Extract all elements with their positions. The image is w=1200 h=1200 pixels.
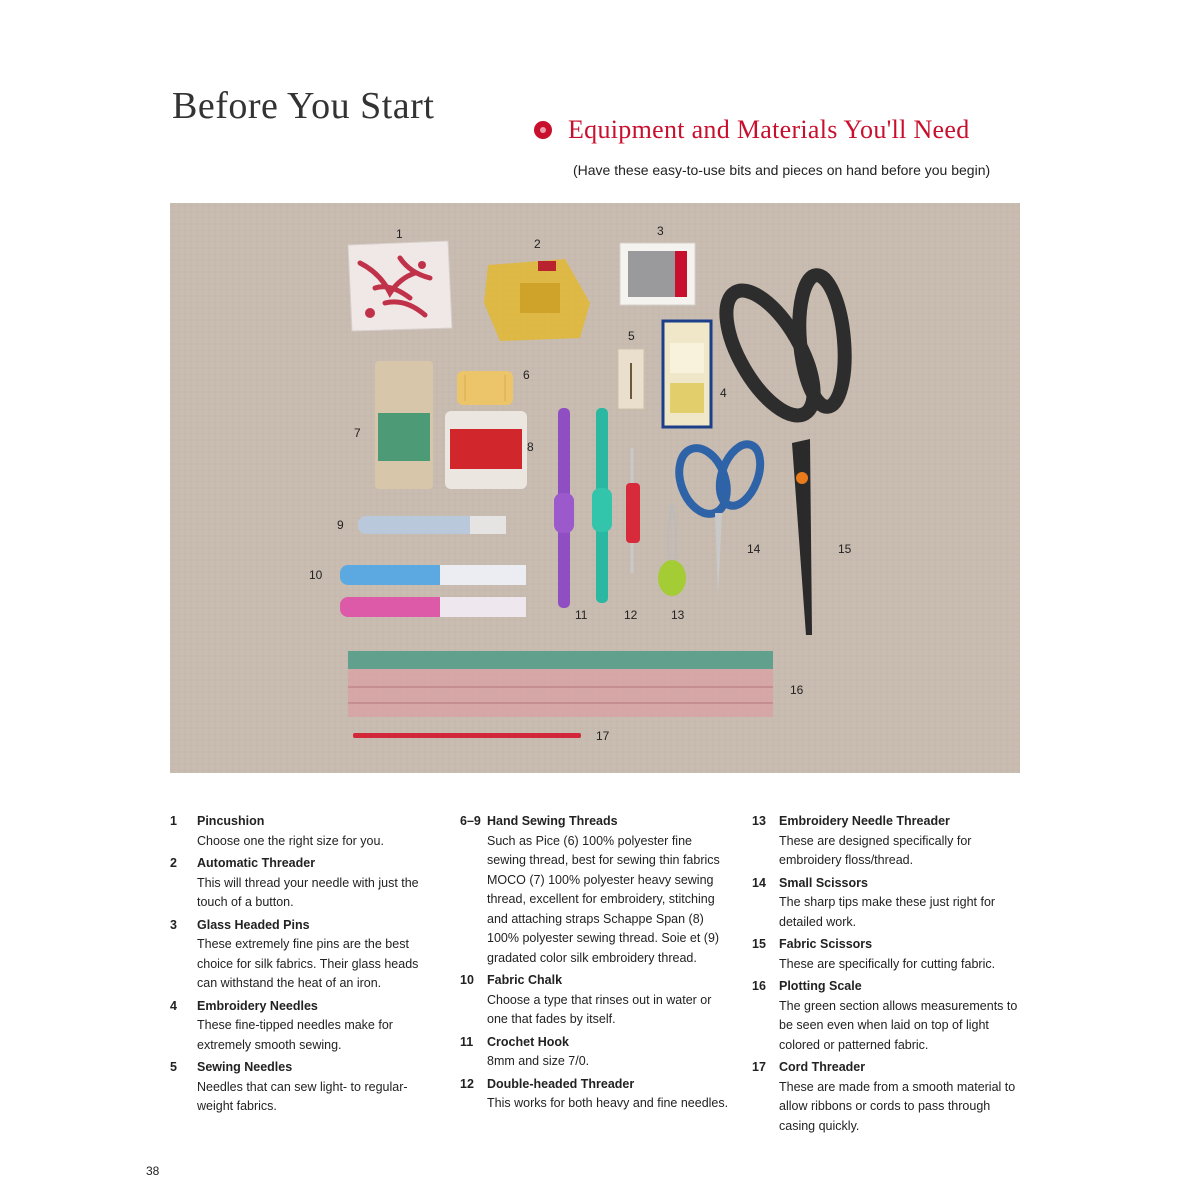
legend-item-number: 3 bbox=[170, 917, 177, 932]
photo-label-6: 6 bbox=[523, 368, 530, 382]
legend-item-name: Small Scissors bbox=[779, 875, 868, 890]
page-title: Before You Start bbox=[172, 85, 435, 127]
section-heading bbox=[534, 115, 970, 145]
pincushion bbox=[348, 241, 452, 331]
legend-item-description: The green section allows measurements to be seen even when laid on top of light colored or patterned fabric. bbox=[779, 998, 1018, 1052]
photo-label-1: 1 bbox=[396, 227, 403, 241]
legend-item-name: Automatic Threader bbox=[197, 856, 316, 870]
legend-item-number: 5 bbox=[170, 1060, 177, 1074]
legend-item-name: Embroidery Needles bbox=[197, 998, 318, 1013]
legend-item bbox=[170, 997, 430, 1056]
photo-label-3: 3 bbox=[657, 224, 664, 238]
legend-item bbox=[752, 874, 1022, 933]
photo-label-2: 2 bbox=[534, 237, 541, 251]
plotting-scale bbox=[348, 651, 773, 717]
legend-item-number: 1 bbox=[170, 814, 177, 828]
photo-label-17: 17 bbox=[596, 729, 610, 743]
silk-thread-soie bbox=[358, 516, 506, 534]
photo-label-13: 13 bbox=[671, 608, 685, 622]
legend-item-name: Cord Threader bbox=[779, 1060, 866, 1074]
legend-item-number: 12 bbox=[460, 1076, 474, 1091]
legend-item-name: Fabric Scissors bbox=[779, 937, 873, 951]
equipment-photo bbox=[170, 203, 1020, 773]
legend-item-name: Fabric Chalk bbox=[487, 973, 563, 987]
red-bullet-icon bbox=[534, 121, 552, 139]
legend-item bbox=[752, 977, 1022, 1055]
legend-item-name: Hand Sewing Threads bbox=[487, 814, 618, 828]
legend-item bbox=[170, 1058, 430, 1117]
legend-item-number: 6–9 bbox=[460, 814, 481, 828]
photo-label-11: 11 bbox=[575, 608, 588, 622]
legend-item-number: 11 bbox=[460, 1034, 474, 1049]
legend-item-description: These are made from a smooth material to allow ribbons or cords to pass through casing quickly. bbox=[779, 1079, 1016, 1133]
legend-item-name: Sewing Needles bbox=[197, 1060, 293, 1074]
sewing-needles bbox=[618, 349, 644, 409]
photo-label-12: 12 bbox=[624, 608, 638, 622]
legend-item-description: These extremely fine pins are the best choice for silk fabrics. Their glass heads can withstand the heat of an iron. bbox=[197, 937, 419, 990]
legend-item-name: Pincushion bbox=[197, 814, 265, 828]
legend-item-number: 2 bbox=[170, 856, 177, 870]
legend-item-number: 15 bbox=[752, 937, 766, 951]
legend-item bbox=[170, 916, 430, 994]
legend-item bbox=[170, 812, 430, 851]
legend-item-description: 8mm and size 7/0. bbox=[487, 1054, 590, 1068]
legend-item bbox=[460, 1033, 730, 1072]
legend-item bbox=[170, 854, 430, 913]
legend-item-number: 10 bbox=[460, 973, 474, 987]
thread-card-schappe bbox=[445, 411, 527, 489]
legend-item bbox=[752, 935, 1022, 974]
legend-item bbox=[460, 971, 730, 1030]
legend-item-description: The sharp tips make these just right for detailed work. bbox=[779, 895, 996, 929]
legend-item-number: 16 bbox=[752, 979, 766, 993]
legend-item-number: 17 bbox=[752, 1060, 766, 1074]
thread-spool-pice bbox=[457, 371, 513, 405]
legend-item-name: Plotting Scale bbox=[779, 979, 862, 993]
equipment-illustration bbox=[170, 203, 1020, 773]
legend-item-name: Crochet Hook bbox=[487, 1034, 569, 1049]
section-subtitle: (Have these easy-to-use bits and pieces on hand before you begin) bbox=[573, 162, 991, 178]
legend-item-description: These are specifically for cutting fabric. bbox=[779, 956, 996, 971]
photo-label-16: 16 bbox=[790, 683, 804, 697]
photo-label-5: 5 bbox=[628, 329, 635, 343]
legend-item-number: 14 bbox=[752, 875, 766, 890]
legend-item-description: These fine-tipped needles make for extremely smooth sewing. bbox=[197, 1018, 393, 1052]
legend-item-number: 13 bbox=[752, 814, 766, 828]
cord-threader bbox=[353, 733, 581, 738]
photo-label-7: 7 bbox=[354, 426, 361, 440]
legend-column-2 bbox=[460, 812, 730, 1117]
photo-label-14: 14 bbox=[747, 542, 761, 556]
legend-column-3 bbox=[752, 812, 1022, 1139]
legend-item bbox=[460, 1075, 730, 1114]
thread-card-moco bbox=[375, 361, 433, 489]
photo-label-10: 10 bbox=[309, 568, 323, 582]
legend-item-name: Glass Headed Pins bbox=[197, 917, 310, 932]
legend-item bbox=[752, 1058, 1022, 1136]
section-title: Equipment and Materials You'll Need bbox=[568, 115, 970, 144]
legend-item-description: Such as Pice (6) 100% polyester fine sewing thread, best for sewing thin fabrics MOCO (7) 100% polyester heavy sewing thread, excellent for embroidery, stitching and attaching straps Schappe Span (8) 100% polyester sewing thread. Soie et (9) gradated color silk embroidery thread. bbox=[487, 833, 720, 965]
legend-item-description: This works for both heavy and fine needles. bbox=[487, 1096, 729, 1110]
legend-item bbox=[460, 812, 730, 968]
legend-item-description: These are designed specifically for embroidery floss/thread. bbox=[779, 833, 972, 867]
photo-label-9: 9 bbox=[337, 518, 344, 532]
legend-item-description: Needles that can sew light- to regular-weight fabrics. bbox=[197, 1079, 408, 1113]
glass-headed-pins bbox=[620, 243, 695, 305]
legend-item-name: Double-headed Threader bbox=[487, 1076, 635, 1091]
embroidery-needles bbox=[663, 321, 711, 427]
legend-item-description: Choose a type that rinses out in water or one that fades by itself. bbox=[487, 992, 712, 1026]
photo-label-8: 8 bbox=[527, 440, 534, 454]
legend-item-description: Choose one the right size for you. bbox=[197, 833, 384, 848]
photo-label-15: 15 bbox=[838, 542, 852, 556]
legend-column-1 bbox=[170, 812, 430, 1120]
photo-label-4: 4 bbox=[720, 386, 727, 400]
legend-item-name: Embroidery Needle Threader bbox=[779, 814, 950, 828]
legend-item-number: 4 bbox=[170, 998, 177, 1013]
page-number: 38 bbox=[146, 1164, 160, 1178]
legend-item-description: This will thread your needle with just the touch of a button. bbox=[197, 875, 419, 909]
legend-item bbox=[752, 812, 1022, 871]
